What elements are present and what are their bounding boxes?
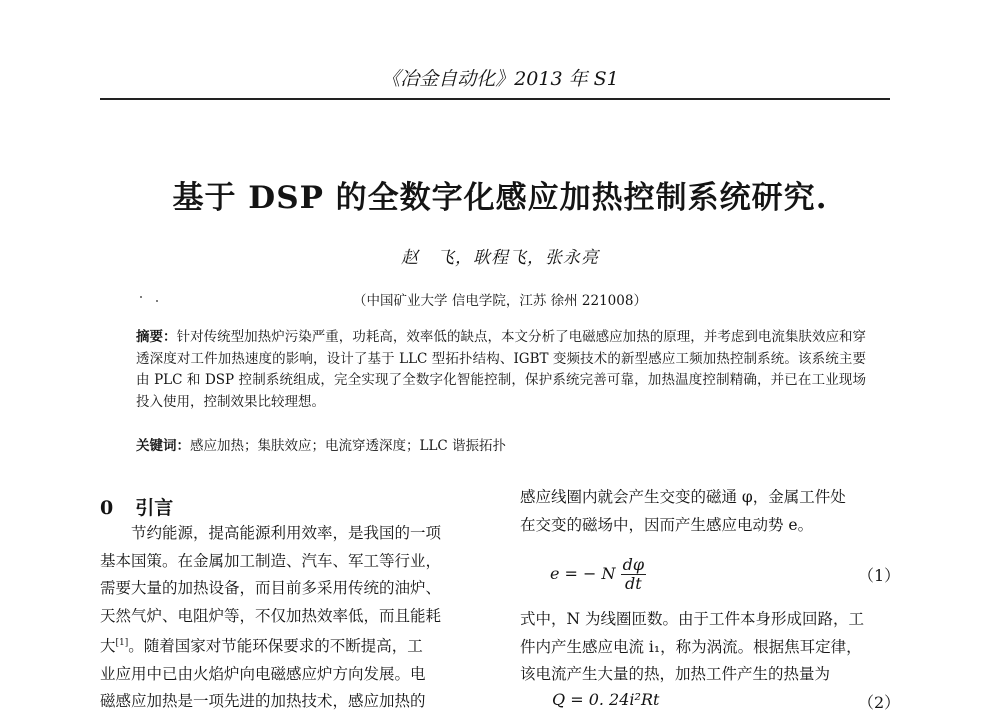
paragraph-line: 件内产生感应电流 i₁，称为涡流。根据焦耳定律， — [520, 637, 862, 656]
citation[interactable]: [1] — [115, 638, 129, 648]
keywords — [136, 434, 866, 454]
journal-header: 《冶金自动化》2013 年 S1 — [381, 68, 619, 90]
paragraph-line: 天然气炉、电阻炉等，不仅加热效率低，而且能耗 — [100, 606, 442, 625]
paper-title: 基于 DSP 的全数字化感应加热控制系统研究. — [172, 180, 828, 216]
abstract-text: 针对传统型加热炉污染严重，功耗高，效率低的缺点，本文分析了电磁感应加热的原理，并考虑到电流集肤效应和穿透深度对工件加热速度的影响，设计了基于 LLC 型拓扑结构、IGBT 变频技术的新型感应工频加热控制系统。该系统主要由 PLC 和 DSP 控制系统组成，完全实现了全数字化智能控制，保护系统完善可靠，加热温度控制精确，并已在工业现场投入使用，控制效果比较理想。 — [136, 329, 867, 410]
paragraph-line: 在交变的磁场中，因而产生感应电动势 e。 — [520, 515, 814, 534]
fraction-denominator: dt — [625, 574, 642, 593]
abstract — [136, 327, 866, 413]
paragraph-line: 节约能源，提高能源利用效率，是我国的一项 — [100, 524, 442, 542]
equation-2: Q = 0. 24i²Rt — [552, 690, 660, 709]
keywords-label: 关键词： — [136, 438, 190, 454]
paragraph-line: 该电流产生大量的热，加热工件产生的热量为 — [520, 665, 831, 683]
equation-1-fraction — [621, 556, 646, 593]
affiliation: （中国矿业大学 信电学院，江苏 徐州 221008） — [353, 293, 647, 309]
section-number: 0 — [100, 497, 114, 519]
section-title: 引言 — [135, 497, 174, 519]
paragraph-line: 大[1]。随着国家对节能环保要求的不断提高，工 — [100, 637, 423, 656]
equation-1 — [550, 556, 646, 593]
paragraph-line: 磁感应加热是一项先进的加热技术，感应加热的 — [100, 692, 426, 711]
paragraph-line: 需要大量的加热设备，而目前多采用传统的油炉、 — [100, 579, 442, 597]
keywords-text: 感应加热；集肤效应；电流穿透深度；LLC 谐振拓扑 — [190, 438, 507, 454]
equation-1-lhs: e = − N — [550, 564, 616, 583]
equation-1-number: （1） — [858, 566, 901, 585]
paragraph-line: 式中，N 为线圈匝数。由于工件本身形成回路，工 — [520, 610, 864, 628]
fraction-numerator: dφ — [622, 555, 645, 574]
section-heading — [100, 493, 173, 520]
paragraph-line: 业应用中已由火焰炉向电磁感应炉方向发展。电 — [100, 664, 426, 683]
paragraph-line: 基本国策。在金属加工制造、汽车、军工等行业， — [100, 551, 442, 570]
left-column — [100, 520, 485, 716]
paragraph-line: 感应线圈内就会产生交变的磁通 φ，金属工件处 — [520, 488, 846, 506]
abstract-label: 摘要： — [136, 329, 177, 345]
title-footnote-mark: . — [815, 180, 828, 216]
equation-2-number: （2） — [858, 693, 901, 712]
header-rule — [100, 98, 890, 100]
author-list: 赵 飞，耿程飞，张永亮 — [401, 248, 599, 268]
right-column-body — [520, 606, 895, 689]
right-column-intro — [520, 484, 895, 539]
